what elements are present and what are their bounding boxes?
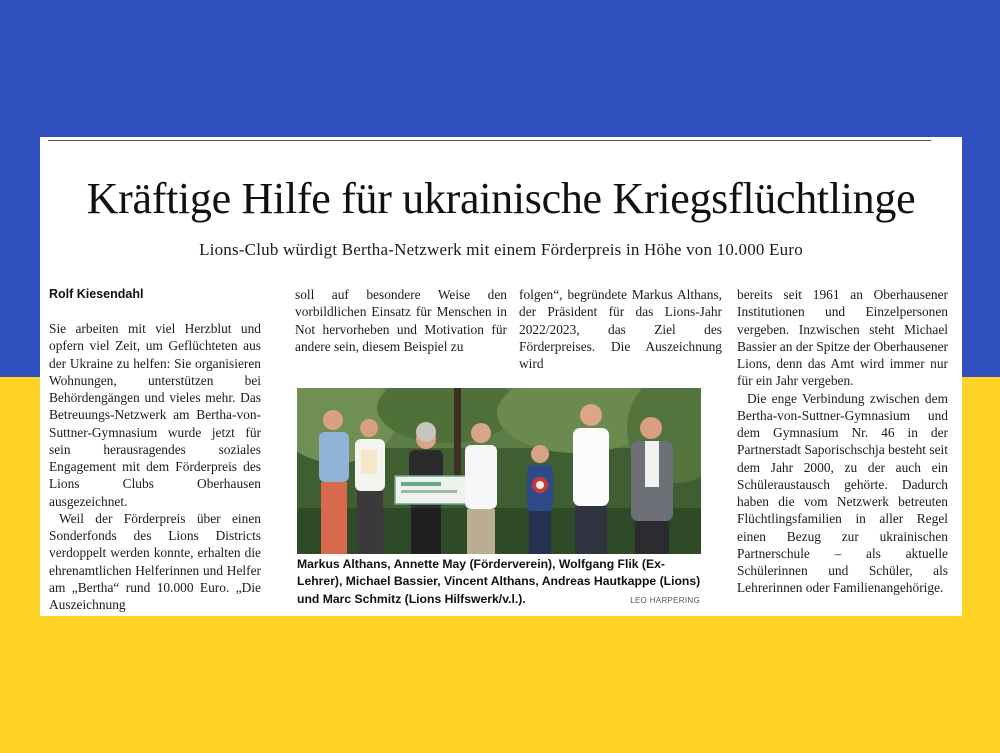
subheadline: Lions-Club würdigt Bertha-Netzwerk mit einem Förderpreis in Höhe von 10.000 Euro [199, 240, 803, 259]
author-byline: Rolf Kiesendahl [49, 287, 144, 301]
text-column-3 [519, 286, 722, 372]
paragraph: Sie arbeiten mit viel Herzblut und opfern viel Zeit, um Geflüchteten aus der Ukraine zu helfen: Sie organisieren Wohnungen, unterstützen bei Behördengängen und vieles mehr. Das Betreuungs-Netzwerk am Bertha-von-Suttner-Gymnasium wurde jetzt für sein herausragendes soziales Engagement mit dem Förderpreis des Lions Clubs Oberhausen ausgezeichnet. [49, 321, 261, 509]
paragraph: soll auf besondere Weise den vorbildlichen Einsatz für Menschen in Not hervorheben und Motivation für andere sein, diesem Beispiel zu [295, 287, 507, 354]
photo-credit: LEO HARPERING [630, 596, 700, 605]
top-rule [48, 140, 931, 141]
text-column-2 [295, 286, 507, 355]
paragraph: Die enge Verbindung zwischen dem Bertha-von-Suttner-Gymnasium und dem Gymnasium Nr. 46 in der Partnerstadt Saporischschja besteht seit dem Jahr 2000, zu der auch ein Schüleraustausch gehörte. Dadurch haben die vom Netzwerk betreuten Flüchtlingsfamilien in aller Regel einen Bezug zur ukrainischen Partnerschule – als aktuelle Schülerinnen und Schüler, als Lehrerinnen oder Familienangehörige. [737, 390, 948, 596]
paragraph: folgen“, begründete Markus Althans, der Präsident für das Lions-Jahr 2022/2023, das Ziel des Förderpreises. Die Auszeichnung wird [519, 287, 722, 371]
headline: Kräftige Hilfe für ukrainische Kriegsflüchtlinge [86, 174, 916, 223]
paragraph: Weil der Förderpreis über einen Sonderfonds des Lions Districts verdoppelt werden konnte, erhalten die ehrenamtlichen Helferinnen und Helfer am „Bertha“ rund 10.000 Euro. „Die Auszeichnung [49, 510, 261, 612]
text-column-1 [49, 286, 261, 613]
photo-caption: Markus Althans, Annette May (Förderverein), Wolfgang Flik (Ex-Lehrer), Michael Bassier, Vincent Althans, Andreas Hautkappe (Lions) und Marc Schmitz (Lions Hilfswerk/v.l.). [297, 557, 701, 606]
group-photo [297, 388, 701, 554]
text-column-4 [737, 286, 948, 597]
paragraph: bereits seit 1961 an Oberhausener Institutionen und Einzelpersonen vergeben. Inzwischen steht Michael Bassier an der Spitze der Oberhausener Lions, denn das Amt wird immer nur für ein Jahr vergeben. [737, 287, 948, 389]
newspaper-clipping [40, 137, 962, 616]
